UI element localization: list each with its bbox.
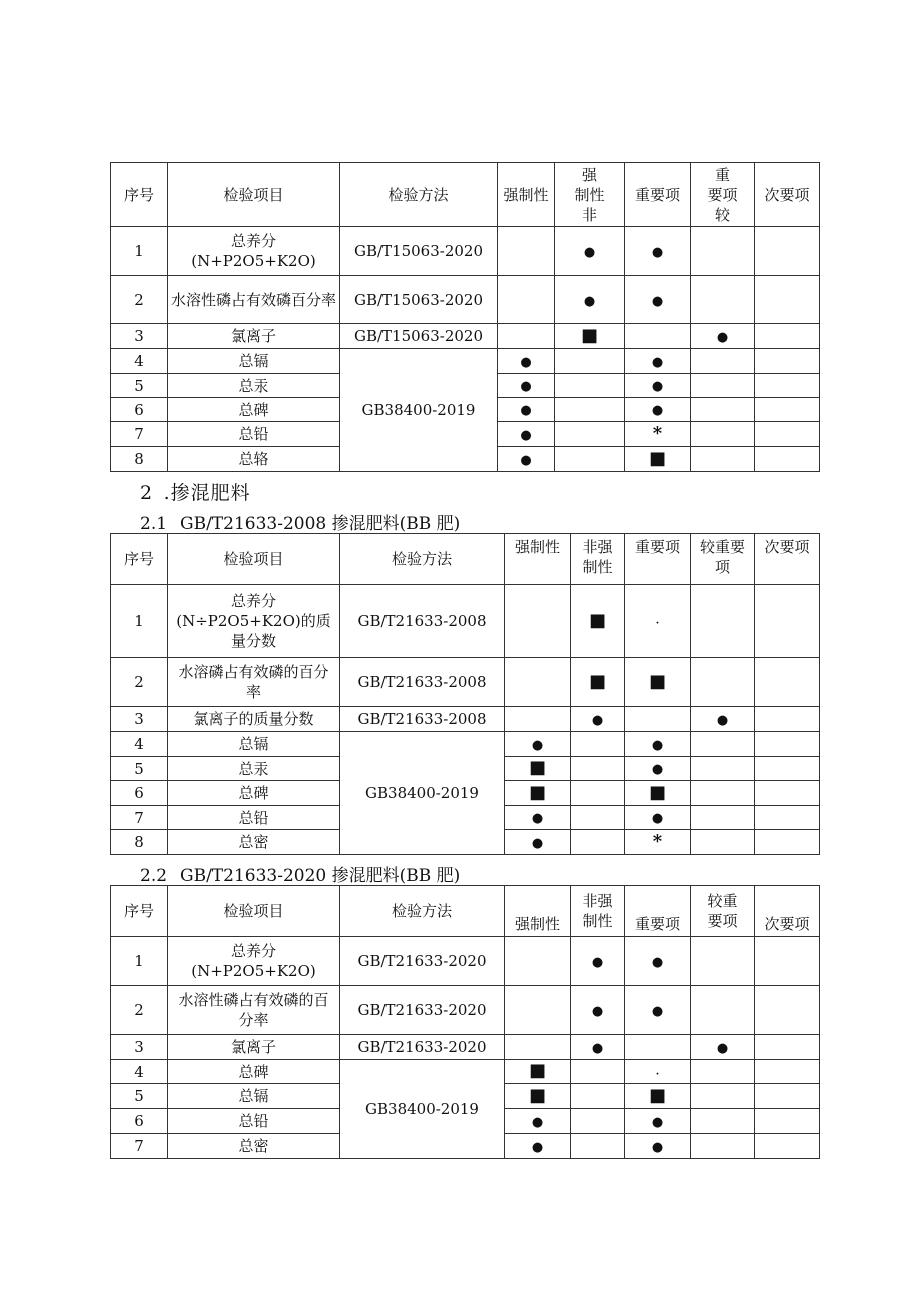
mark-cell <box>755 1084 820 1109</box>
cell-method: GB/T21633-2008 <box>340 707 505 732</box>
mark-cell <box>571 585 625 658</box>
header-item <box>168 886 340 937</box>
mark-cell <box>571 781 625 806</box>
mark-cell <box>498 227 555 276</box>
cell-item: 总密 <box>168 830 340 855</box>
mark-cell <box>505 585 571 658</box>
subsection-heading <box>140 509 460 534</box>
cell-item: 总密 <box>168 1134 340 1159</box>
cell-item: 水溶性磷占有效磷的百 分率 <box>168 986 340 1035</box>
table-row <box>111 324 820 349</box>
mark-cell <box>691 1084 755 1109</box>
subsection-title: GB/T21633-2008 掺混肥料(BB 肥) <box>180 514 461 534</box>
dot-mark-icon: ● <box>583 293 596 309</box>
mark-cell <box>498 447 555 472</box>
mark-cell <box>691 937 755 986</box>
mark-cell <box>755 1060 820 1084</box>
small-mark-icon: · <box>655 1068 660 1080</box>
mark-cell <box>625 1035 691 1060</box>
mark-cell <box>691 1060 755 1084</box>
header-important <box>625 534 691 585</box>
header-mandatory <box>505 886 571 937</box>
star-mark-icon: * <box>652 423 663 444</box>
cell-method-merged: GB38400-2019 <box>340 349 498 472</box>
mark-cell <box>755 986 820 1035</box>
cell-item: 水溶性磷占有效磷百分率 <box>168 276 340 324</box>
cell-no: 5 <box>111 757 168 781</box>
header-item <box>168 534 340 585</box>
header-method <box>340 534 505 585</box>
header-text: 检验方法 <box>388 185 449 204</box>
mark-cell <box>505 986 571 1035</box>
header-text: 检验项目 <box>223 902 284 920</box>
mark-cell <box>755 757 820 781</box>
header-text: 强制性 <box>514 538 560 556</box>
mark-cell <box>498 398 555 422</box>
cell-no: 2 <box>111 986 168 1035</box>
mark-cell <box>571 658 625 707</box>
mark-cell <box>505 806 571 830</box>
mark-cell <box>555 349 625 374</box>
square-mark-icon: ■ <box>648 448 666 469</box>
mark-cell <box>571 1084 625 1109</box>
mark-cell <box>625 757 691 781</box>
mark-cell <box>571 937 625 986</box>
dot-mark-icon: ● <box>591 1004 604 1019</box>
mark-cell <box>691 324 755 349</box>
header-item <box>168 163 340 227</box>
mark-cell <box>625 986 691 1035</box>
mark-cell <box>625 937 691 986</box>
table-row <box>111 1035 820 1060</box>
mark-cell <box>755 276 820 324</box>
mark-cell <box>625 227 691 276</box>
square-mark-icon: ■ <box>580 325 598 346</box>
mark-cell <box>555 422 625 447</box>
cell-no: 2 <box>111 658 168 707</box>
dot-mark-icon: ● <box>531 836 544 851</box>
cell-no: 3 <box>111 1035 168 1060</box>
mark-cell <box>625 1134 691 1159</box>
square-mark-icon: ■ <box>528 1085 546 1106</box>
cell-no: 8 <box>111 830 168 855</box>
header-text: 检验项目 <box>223 185 284 204</box>
mark-cell <box>625 830 691 855</box>
cell-item: 总汞 <box>168 374 340 398</box>
mark-cell <box>755 1134 820 1159</box>
dot-mark-icon: ● <box>651 293 664 309</box>
subsection-number: 2.2 <box>140 866 168 886</box>
cell-no: 1 <box>111 937 168 986</box>
cell-no: 6 <box>111 398 168 422</box>
dot-mark-icon: ● <box>520 428 532 443</box>
star-mark-icon: * <box>652 831 663 852</box>
header-nonmandatory <box>555 163 625 227</box>
mark-cell <box>625 781 691 806</box>
subsection-number: 2.1 <box>140 514 168 534</box>
cell-method: GB/T21633-2008 <box>340 585 505 658</box>
dot-mark-icon: ● <box>531 738 544 753</box>
mark-cell <box>691 276 755 324</box>
mark-cell <box>691 585 755 658</box>
header-no <box>111 534 168 585</box>
cell-method: GB/T15063-2020 <box>340 227 498 276</box>
mark-cell <box>505 1084 571 1109</box>
cell-item: 总养分 (N+P2O5+K2O) <box>168 227 340 276</box>
mark-cell <box>625 324 691 349</box>
dot-mark-icon: ● <box>531 811 544 826</box>
mark-cell <box>691 1109 755 1134</box>
dot-mark-icon: ● <box>716 713 729 728</box>
mark-cell <box>625 1084 691 1109</box>
mark-cell <box>571 830 625 855</box>
mark-cell <box>691 830 755 855</box>
mark-cell <box>755 1109 820 1134</box>
cell-method: GB/T21633-2008 <box>340 658 505 707</box>
mark-cell <box>505 732 571 757</box>
mark-cell <box>571 986 625 1035</box>
square-mark-icon: ■ <box>588 671 606 692</box>
mark-cell <box>691 227 755 276</box>
header-text: 检验方法 <box>391 902 452 920</box>
mark-cell <box>555 324 625 349</box>
mark-cell <box>571 1109 625 1134</box>
mark-cell <box>755 781 820 806</box>
mark-cell <box>691 732 755 757</box>
mark-cell <box>691 707 755 732</box>
dot-mark-icon: ● <box>651 1004 664 1019</box>
mark-cell <box>498 324 555 349</box>
mark-cell <box>498 276 555 324</box>
cell-item: 水溶磷占有效磷的百分 率 <box>168 658 340 707</box>
table-row <box>111 585 820 658</box>
header-no <box>111 163 168 227</box>
table-row <box>111 658 820 707</box>
square-mark-icon: ■ <box>528 782 546 803</box>
dot-mark-icon: ● <box>651 738 664 753</box>
header-text: 非强 制性 <box>582 538 613 576</box>
dot-mark-icon: ● <box>651 762 664 777</box>
header-method <box>340 886 505 937</box>
section-heading: 2 .掺混肥料 <box>140 482 251 504</box>
header-text: 序号 <box>123 550 154 568</box>
cell-no: 7 <box>111 806 168 830</box>
table-header-row <box>111 534 820 585</box>
table-row <box>111 1060 820 1084</box>
cell-method: GB/T21633-2020 <box>340 986 505 1035</box>
mark-cell <box>625 422 691 447</box>
cell-method-merged: GB38400-2019 <box>340 732 505 855</box>
cell-no: 2 <box>111 276 168 324</box>
dot-mark-icon: ● <box>520 403 532 418</box>
dot-mark-icon: ● <box>583 245 596 260</box>
dot-mark-icon: ● <box>651 379 664 394</box>
cell-method: GB/T21633-2020 <box>340 937 505 986</box>
mark-cell <box>691 422 755 447</box>
cell-item: 氯离子 <box>168 1035 340 1060</box>
header-text: 检验项目 <box>223 550 284 568</box>
mark-cell <box>505 830 571 855</box>
header-text: 强 制性 非 <box>574 165 605 224</box>
table-row <box>111 707 820 732</box>
cell-no: 7 <box>111 422 168 447</box>
cell-no: 4 <box>111 1060 168 1084</box>
cell-no: 6 <box>111 781 168 806</box>
header-fairly-important <box>691 886 755 937</box>
mark-cell <box>571 806 625 830</box>
mark-cell <box>755 806 820 830</box>
mark-cell <box>755 707 820 732</box>
header-mandatory <box>505 534 571 585</box>
table-row <box>111 276 820 324</box>
mark-cell <box>625 349 691 374</box>
dot-mark-icon: ● <box>520 453 532 468</box>
mark-cell <box>505 1060 571 1084</box>
dot-mark-icon: ● <box>591 713 604 728</box>
mark-cell <box>505 937 571 986</box>
dot-mark-icon: ● <box>651 955 664 970</box>
table-header-row <box>111 886 820 937</box>
mark-cell <box>555 398 625 422</box>
header-text: 重要项 <box>634 185 680 204</box>
dot-mark-icon: ● <box>520 379 532 394</box>
mark-cell <box>755 585 820 658</box>
mark-cell <box>691 447 755 472</box>
cell-item: 总镉 <box>168 1084 340 1109</box>
mark-cell <box>755 937 820 986</box>
square-mark-icon: ■ <box>588 610 606 631</box>
mark-cell <box>755 349 820 374</box>
mark-cell <box>755 422 820 447</box>
mark-cell <box>625 658 691 707</box>
cell-no: 5 <box>111 1084 168 1109</box>
mark-cell <box>555 374 625 398</box>
table-15063 <box>110 162 820 472</box>
mark-cell <box>691 806 755 830</box>
mark-cell <box>505 658 571 707</box>
table-row <box>111 937 820 986</box>
dot-mark-icon: ● <box>520 355 532 370</box>
mark-cell <box>625 806 691 830</box>
dot-mark-icon: ● <box>651 403 664 418</box>
mark-cell <box>571 1060 625 1084</box>
header-minor <box>755 534 820 585</box>
table-21633-2020 <box>110 885 820 1159</box>
dot-mark-icon: ● <box>651 1140 664 1155</box>
header-method <box>340 163 498 227</box>
mark-cell <box>571 1134 625 1159</box>
square-mark-icon: ■ <box>528 1060 546 1081</box>
square-mark-icon: ■ <box>648 1085 666 1106</box>
header-no <box>111 886 168 937</box>
mark-cell <box>505 1109 571 1134</box>
mark-cell <box>755 324 820 349</box>
header-text: 重要项 <box>634 538 680 556</box>
cell-no: 4 <box>111 349 168 374</box>
cell-no: 6 <box>111 1109 168 1134</box>
mark-cell <box>505 1035 571 1060</box>
cell-item: 总养分 (N+P2O5+K2O) <box>168 937 340 986</box>
header-text: 检验方法 <box>391 550 452 568</box>
mark-cell <box>691 398 755 422</box>
mark-cell <box>498 374 555 398</box>
mark-cell <box>571 757 625 781</box>
mark-cell <box>691 986 755 1035</box>
cell-no: 3 <box>111 707 168 732</box>
mark-cell <box>755 447 820 472</box>
cell-item: 氯离子 <box>168 324 340 349</box>
header-mandatory <box>498 163 555 227</box>
subsection-title: GB/T21633-2020 掺混肥料(BB 肥) <box>180 866 461 886</box>
mark-cell <box>691 374 755 398</box>
header-text: 序号 <box>123 185 154 204</box>
cell-item: 总镉 <box>168 732 340 757</box>
table-row <box>111 732 820 757</box>
cell-method-merged: GB38400-2019 <box>340 1060 505 1159</box>
header-fairly-important <box>691 163 755 227</box>
cell-item: 总铅 <box>168 422 340 447</box>
header-text: 非强 制性 <box>582 892 613 930</box>
cell-no: 5 <box>111 374 168 398</box>
mark-cell <box>625 732 691 757</box>
mark-cell <box>755 374 820 398</box>
cell-item: 氯离子的质量分数 <box>168 707 340 732</box>
mark-cell <box>555 227 625 276</box>
mark-cell <box>625 398 691 422</box>
mark-cell <box>691 658 755 707</box>
cell-method: GB/T21633-2020 <box>340 1035 505 1060</box>
cell-item: 总碑 <box>168 781 340 806</box>
table-row <box>111 986 820 1035</box>
header-text: 重 要项 较 <box>707 165 738 224</box>
subsection-heading <box>140 861 460 886</box>
mark-cell <box>755 830 820 855</box>
dot-mark-icon: ● <box>531 1115 544 1130</box>
mark-cell <box>691 1134 755 1159</box>
dot-mark-icon: ● <box>651 245 664 260</box>
dot-mark-icon: ● <box>591 955 604 970</box>
header-nonmandatory <box>571 534 625 585</box>
header-text: 重要项 <box>634 915 680 933</box>
header-minor <box>755 886 820 937</box>
mark-cell <box>505 781 571 806</box>
dot-mark-icon: ● <box>651 355 664 370</box>
table-header-row <box>111 163 820 227</box>
cell-no: 4 <box>111 732 168 757</box>
cell-item: 总汞 <box>168 757 340 781</box>
dot-mark-icon: ● <box>591 1041 604 1056</box>
mark-cell <box>625 374 691 398</box>
mark-cell <box>555 447 625 472</box>
cell-item: 总镉 <box>168 349 340 374</box>
header-text: 较重要 项 <box>699 538 745 576</box>
mark-cell <box>505 707 571 732</box>
cell-method: GB/T15063-2020 <box>340 276 498 324</box>
mark-cell <box>555 276 625 324</box>
header-text: 强制性 <box>514 915 560 933</box>
table-row <box>111 349 820 374</box>
header-important <box>625 163 691 227</box>
mark-cell <box>755 398 820 422</box>
cell-no: 1 <box>111 227 168 276</box>
mark-cell <box>755 658 820 707</box>
mark-cell <box>625 1109 691 1134</box>
cell-item: 总碑 <box>168 1060 340 1084</box>
mark-cell <box>625 447 691 472</box>
square-mark-icon: ■ <box>528 757 546 778</box>
mark-cell <box>571 1035 625 1060</box>
dot-mark-icon: ● <box>716 1041 729 1056</box>
mark-cell <box>755 227 820 276</box>
table-row <box>111 227 820 276</box>
dot-mark-icon: ● <box>531 1140 544 1155</box>
cell-item: 总碑 <box>168 398 340 422</box>
mark-cell <box>625 585 691 658</box>
square-mark-icon: ■ <box>648 782 666 803</box>
mark-cell <box>571 707 625 732</box>
cell-no: 3 <box>111 324 168 349</box>
mark-cell <box>691 349 755 374</box>
cell-item: 总养分 (N÷P2O5+K2O)的质 量分数 <box>168 585 340 658</box>
header-text: 次要项 <box>764 915 810 933</box>
header-text: 次要项 <box>764 185 810 204</box>
header-nonmandatory <box>571 886 625 937</box>
header-minor <box>755 163 820 227</box>
mark-cell <box>755 1035 820 1060</box>
cell-item: 总铅 <box>168 806 340 830</box>
cell-item: 总铅 <box>168 1109 340 1134</box>
cell-no: 8 <box>111 447 168 472</box>
mark-cell <box>505 1134 571 1159</box>
mark-cell <box>691 757 755 781</box>
mark-cell <box>625 707 691 732</box>
cell-method: GB/T15063-2020 <box>340 324 498 349</box>
dot-mark-icon: ● <box>716 330 729 345</box>
square-mark-icon: ■ <box>648 671 666 692</box>
mark-cell <box>498 349 555 374</box>
dot-mark-icon: ● <box>651 811 664 826</box>
mark-cell <box>571 732 625 757</box>
header-text: 序号 <box>123 902 154 920</box>
header-text: 次要项 <box>764 538 810 556</box>
mark-cell <box>625 1060 691 1084</box>
table-21633-2008 <box>110 533 820 855</box>
small-mark-icon: · <box>655 618 660 629</box>
header-important <box>625 886 691 937</box>
cell-no: 1 <box>111 585 168 658</box>
header-text: 强制性 <box>503 185 549 204</box>
mark-cell <box>505 757 571 781</box>
mark-cell <box>691 1035 755 1060</box>
cell-no: 7 <box>111 1134 168 1159</box>
header-fairly-important <box>691 534 755 585</box>
mark-cell <box>755 732 820 757</box>
cell-item: 总辂 <box>168 447 340 472</box>
mark-cell <box>691 781 755 806</box>
header-text: 较重 要项 <box>707 892 738 930</box>
mark-cell <box>625 276 691 324</box>
mark-cell <box>498 422 555 447</box>
dot-mark-icon: ● <box>651 1115 664 1130</box>
